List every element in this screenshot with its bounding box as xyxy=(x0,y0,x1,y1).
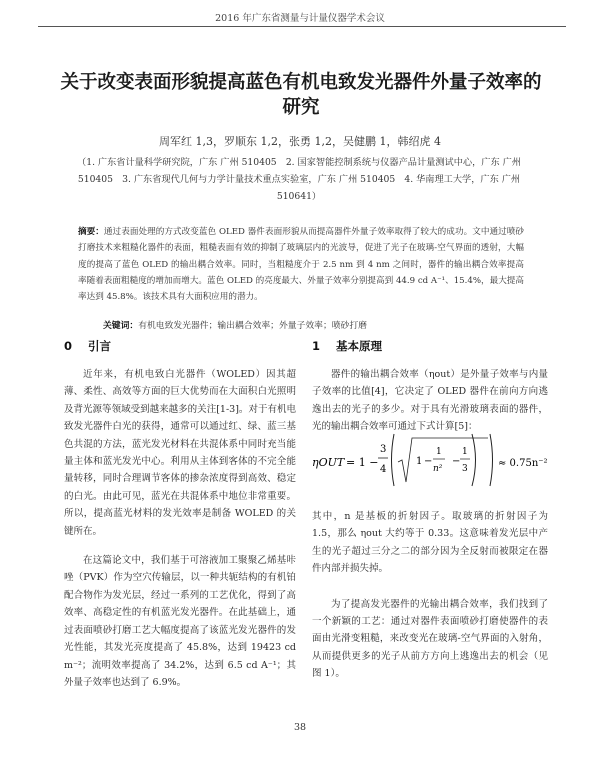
formula-coef-num: 3 xyxy=(380,444,387,455)
keywords-text: 有机电致发光器件；输出耦合效率；外量子效率；喷砂打磨 xyxy=(138,321,367,331)
intro-body xyxy=(64,366,296,691)
section-number: 0 xyxy=(64,339,73,353)
formula-result: ≈ 0.75n⁻² xyxy=(498,458,548,469)
formula-paren-right xyxy=(490,434,493,486)
header-rule xyxy=(38,26,566,27)
principle-paragraph-1: 器件的输出耦合效率（ηout）是外量子效率与内量子效率的比值[4]，它决定了 OLED 器件在前向方向逃逸出去的光子的多少。对于具有光滑玻璃表面的器件，光的输出耦合效率可通过下式计算[5]： xyxy=(312,369,548,433)
formula-inner-one: 1 xyxy=(436,447,442,457)
formula-minus-1: − xyxy=(424,456,433,467)
keywords xyxy=(103,318,523,331)
formula-paren-inner xyxy=(472,434,476,486)
formula-frac2-den: 3 xyxy=(462,464,468,474)
formula-minus-2: − xyxy=(452,456,461,467)
formula-paren-left xyxy=(392,434,395,486)
outcoupling-formula xyxy=(312,424,548,496)
formula-lhs: ηOUT xyxy=(312,456,345,469)
affiliations: （1. 广东省计量科学研究院，广东 广州 510405 2. 国家智能控制系统与仪器产品计量测试中心，广东 广州 510405 3. 广东省现代几何与力学计量技术重点实验室，广东 广州 510405 4. 华南理工大学，广东 广州 510641） xyxy=(77,157,521,202)
abstract-text: 通过表面处理的方式改变蓝色 OLED 器件表面形貌从而提高器件外量子效率取得了较大的成功。文中通过喷砂打磨技术来粗糙化器件的表面，粗糙表面有效的抑制了玻璃层内的光波导，促进了光子在玻璃-空气界面的透射，大幅度的提高了蓝色 OLED 的输出耦合效率。同时，当粗糙度介于 2.5 nm 到 4 nm 之间时，器件的输出耦合效率提高率随着表面粗糙度的增加而增大。蓝色 OLED 的亮度最大、外量子效率分别提高到 44.9 cd A⁻¹、15.4%，最大提高率达到 45.8%。该技术具有大面积应用的潜力。 xyxy=(78,227,524,303)
formula-frac2-num: 1 xyxy=(462,447,468,457)
formula-equals: = 1 − xyxy=(346,456,379,469)
paper-title: 关于改变表面形貌提高蓝色有机电致发光器件外量子效率的研究 xyxy=(60,72,542,118)
section-heading-principle xyxy=(312,338,382,354)
section-number: 1 xyxy=(312,339,321,353)
abstract-label: 摘要： xyxy=(78,227,104,237)
principle-paragraph-3: 为了提高发光器件的光输出耦合效率，我们找到了一个新颖的工艺：通过对器件表面喷砂打磨使器件的表面由光滑变粗糙，来改变光在玻璃-空气界面的入射角，从而提供更多的光子从前方方向上逃逸出去的机会（见图 1）。 xyxy=(312,598,548,680)
formula-one: 1 xyxy=(416,456,423,467)
formula-coef-den: 4 xyxy=(380,464,387,475)
formula-n-squared: n² xyxy=(433,464,443,474)
abstract xyxy=(78,224,524,305)
principle-paragraph-2: 其中，n 是基板的折射因子。取玻璃的折射因子为 1.5，那么 ηout 大约等于 0.33。这意味着发光层中产生的光子超过三分之二的部分因为全反射而被限定在器件内部并损失掉。 xyxy=(312,511,548,575)
intro-paragraph-2: 在这篇论文中，我们基于可溶液加工聚聚乙烯基咔唑（PVK）作为空穴传输层，以一种共轭结构的有机铂配合物作为发光层，经过一系列的工艺优化，得到了高效率、高稳定性的有机蓝光发光器件。在此基础上，通过表面喷砂打磨工艺大幅度提高了该蓝光发光器件的发光性能，其发光亮度提高了 45.8%，达到 19423 cd m⁻²；流明效率提高了 34.2%，达到 6.5 cd A⁻¹；其外量子效率也达到了 6.9%。 xyxy=(64,555,296,688)
section-title: 基本原理 xyxy=(336,339,382,353)
principle-body-bottom xyxy=(312,508,548,683)
intro-paragraph-1: 近年来，有机电致白光器件（WOLED）因其超薄、柔性、高效等方面的巨大优势而在大面积白光照明及背光源等领域受到越来越多的关注[1-3]。对于有机电致发光器件白光的获得，通常可以通过红、绿、蓝三基色共混的方法，蓝光发光材料在共混体系中同时充当能量主体和蓝光发光中心。利用从主体到客体的不完全能量转移，同时合理调节客体的掺杂浓度得到高效、稳定的白光。由此可见，蓝光在共混体系中地位非常重要。所以，提高蓝光材料的发光效率是制备 WOLED 的关键所在。 xyxy=(64,369,296,537)
page-number: 38 xyxy=(293,722,307,733)
author-list: 周军红 1,3，罗顺东 1,2，张勇 1,2，吴健鹏 1，韩绍虎 4 xyxy=(159,135,441,148)
keywords-label: 关键词： xyxy=(103,321,139,331)
section-heading-introduction xyxy=(64,338,111,354)
running-header: 2016 年广东省测量与计量仪器学术会议 xyxy=(215,13,385,24)
section-title: 引言 xyxy=(88,339,111,353)
